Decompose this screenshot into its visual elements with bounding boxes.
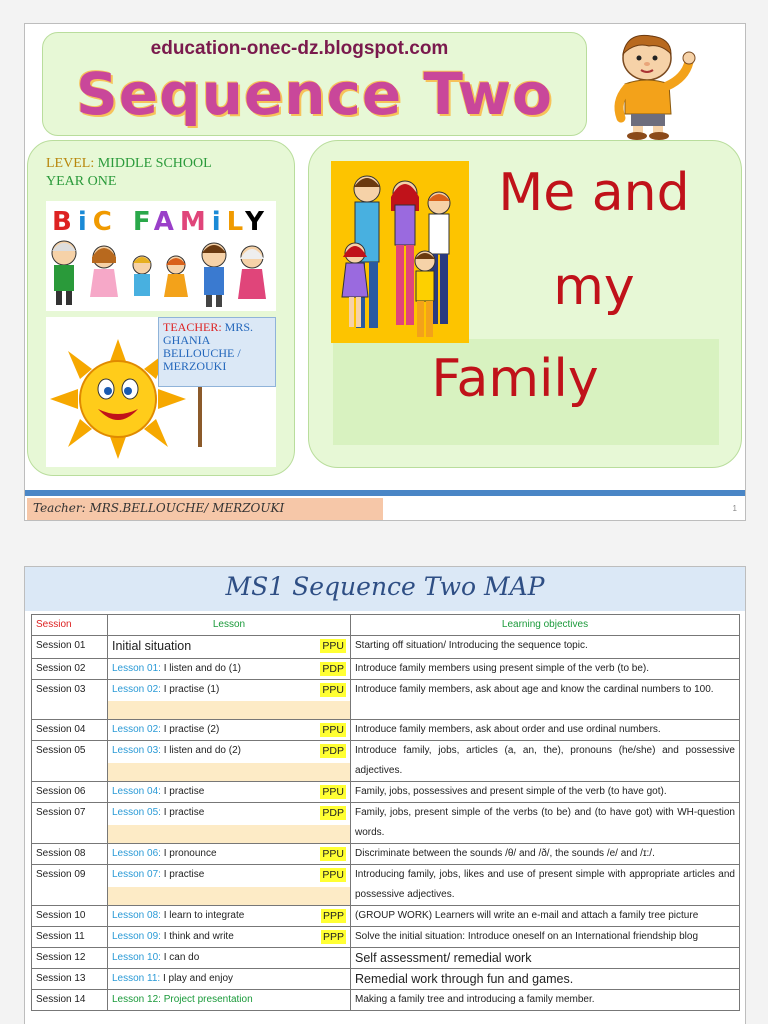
lesson-cell [108,906,351,927]
lesson-number: Lesson 10: [112,952,161,963]
page-number: 1 [732,504,737,513]
lesson-cell [108,990,351,1011]
sequence-map-table [31,614,740,1011]
session-cell: Session 12 [32,948,108,969]
lesson-type-badge: PPU [322,786,344,798]
lesson-title: Project presentation [160,994,253,1005]
lesson-title: I pronounce [160,848,217,859]
session-cell: Session 03 [32,680,108,720]
level-panel [27,140,295,476]
lesson-cell [108,865,351,906]
lesson-title: I play and enjoy [160,973,234,984]
objective-cell: Family, jobs, present simple of the verbs (to be) and (to have got) with WH-question words. [351,803,740,844]
lesson-number: Lesson 09: [112,931,161,942]
big-family-title: BiC FAMiLY [52,207,270,237]
session-cell: Session 09 [32,865,108,906]
objective-cell: Introduce family members, ask about order and use ordinal numbers. [351,720,740,741]
lesson-cell [108,948,351,969]
title-banner [42,32,587,136]
objective-cell: Starting off situation/ Introducing the sequence topic. [351,636,740,659]
lesson-type-badge: PPU [322,869,344,881]
teacher-box [158,317,276,387]
level-info [46,155,286,191]
lesson-number: Lesson 02: [112,684,161,695]
lesson-number: Lesson 12: [112,994,161,1005]
footer-divider [25,490,746,496]
objective-cell: Introduce family, jobs, articles (a, an, the), pronouns (he/she) and possessive adjectives. [351,741,740,782]
lesson-cell-shading [108,701,350,719]
lesson-type-badge: PDP [322,807,344,819]
table-row [32,741,740,782]
lesson-type-badge: PDP [322,663,344,675]
level-key: LEVEL: [46,156,95,171]
level-value: MIDDLE SCHOOL [94,156,212,171]
objective-cell: Remedial work through fun and games. [351,969,740,990]
lesson-cell [108,969,351,990]
lesson-number: Lesson 03: [112,745,161,756]
objective-cell: Discriminate between the sounds /θ/ and /ð/, the sounds /e/ and /ɪ:/. [351,844,740,865]
lesson-cell-shading [108,763,350,781]
lesson-type-badge: PPP [322,931,344,943]
lesson-title: I practise [160,786,205,797]
table-row [32,844,740,865]
session-cell: Session 08 [32,844,108,865]
table-row [32,803,740,844]
table-row [32,865,740,906]
table-row [32,680,740,720]
sun-teacher-box [46,317,276,467]
lesson-title: I practise (2) [160,724,220,735]
lesson-cell [108,803,351,844]
header-session: Session [32,615,108,636]
session-cell: Session 07 [32,803,108,844]
lesson-type-badge: PPU [322,848,344,860]
lesson-number: Lesson 06: [112,848,161,859]
footer-teacher: Teacher: MRS.BELLOUCHE/ MERZOUKI [27,498,383,520]
header-objectives: Learning objectives [351,615,740,636]
big-family-illustration-icon [46,201,276,311]
session-cell: Session 06 [32,782,108,803]
lesson-cell-shading [108,887,350,905]
lesson-title: I listen and do (2) [160,745,241,756]
session-cell: Session 14 [32,990,108,1011]
lesson-type-badge: PPU [322,724,344,736]
lesson-title: I practise (1) [160,684,220,695]
topic-line-1: Me and [498,163,690,223]
sequence-title: Sequence Two [75,60,554,128]
lesson-cell [108,782,351,803]
session-cell: Session 13 [32,969,108,990]
header-lesson: Lesson [108,615,351,636]
lesson-title: I learn to integrate [160,910,245,921]
lesson-number: Lesson 08: [112,910,161,921]
lesson-number: Lesson 11: [112,973,161,984]
session-cell: Session 02 [32,659,108,680]
table-row [32,948,740,969]
lesson-cell [108,844,351,865]
lesson-number: Lesson 01: [112,663,161,674]
lesson-cell [108,636,351,659]
teacher-name: MRS. GHANIA BELLOUCHE / MERZOUKI [163,320,254,373]
session-cell: Session 10 [32,906,108,927]
objective-cell: Introduce family members using present simple of the verb (to be). [351,659,740,680]
lesson-title: I think and write [160,931,234,942]
lesson-cell [108,741,351,782]
session-cell: Session 01 [32,636,108,659]
lesson-title: I practise [160,869,205,880]
session-cell: Session 11 [32,927,108,948]
table-row [32,782,740,803]
lesson-cell [108,720,351,741]
lesson-title: I practise [160,807,205,818]
lesson-number: Lesson 07: [112,869,161,880]
cover-page [24,23,746,521]
objective-cell: Family, jobs, possessives and present simple of the verb (to have got). [351,782,740,803]
family-illustration-icon [331,161,469,343]
topic-line-3: Family [431,349,599,409]
lesson-number: Lesson 05: [112,807,161,818]
objective-cell: (GROUP WORK) Learners will write an e-mail and attach a family tree picture [351,906,740,927]
lesson-type-badge: PDP [322,745,344,757]
site-url[interactable]: education-onec-dz.blogspot.com [150,38,449,59]
lesson-cell [108,927,351,948]
table-row [32,927,740,948]
objective-cell: Solve the initial situation: Introduce oneself on an International friendship blog [351,927,740,948]
topic-panel [308,140,742,468]
sequence-map-page [24,566,746,1024]
lesson-title: Initial situation [112,639,192,653]
objective-cell: Making a family tree and introducing a family member. [351,990,740,1011]
lesson-type-badge: PPU [322,684,344,696]
lesson-title: I listen and do (1) [160,663,241,674]
lesson-title: I can do [160,952,200,963]
objective-cell: Introducing family, jobs, likes and use of present simple with appropriate articles and possessive adjectives. [351,865,740,906]
map-title: MS1 Sequence Two MAP [25,567,745,611]
lesson-number: Lesson 02: [112,724,161,735]
teacher-key: TEACHER: [163,320,222,334]
boy-icon [605,28,705,140]
lesson-cell [108,659,351,680]
topic-line-2: my [553,257,635,317]
lesson-number: Lesson 04: [112,786,161,797]
table-row [32,969,740,990]
lesson-type-badge: PPU [322,640,344,652]
objective-cell: Self assessment/ remedial work [351,948,740,969]
lesson-cell-shading [108,825,350,843]
objective-cell: Introduce family members, ask about age and know the cardinal numbers to 100. [351,680,740,720]
table-row [32,990,740,1011]
lesson-type-badge: PPP [322,910,344,922]
table-row [32,636,740,659]
session-cell: Session 04 [32,720,108,741]
big-family-illustration [46,201,276,311]
table-row [32,906,740,927]
table-header-row [32,615,740,636]
lesson-cell [108,680,351,720]
table-row [32,659,740,680]
level-year: YEAR ONE [46,174,117,189]
session-cell: Session 05 [32,741,108,782]
table-row [32,720,740,741]
